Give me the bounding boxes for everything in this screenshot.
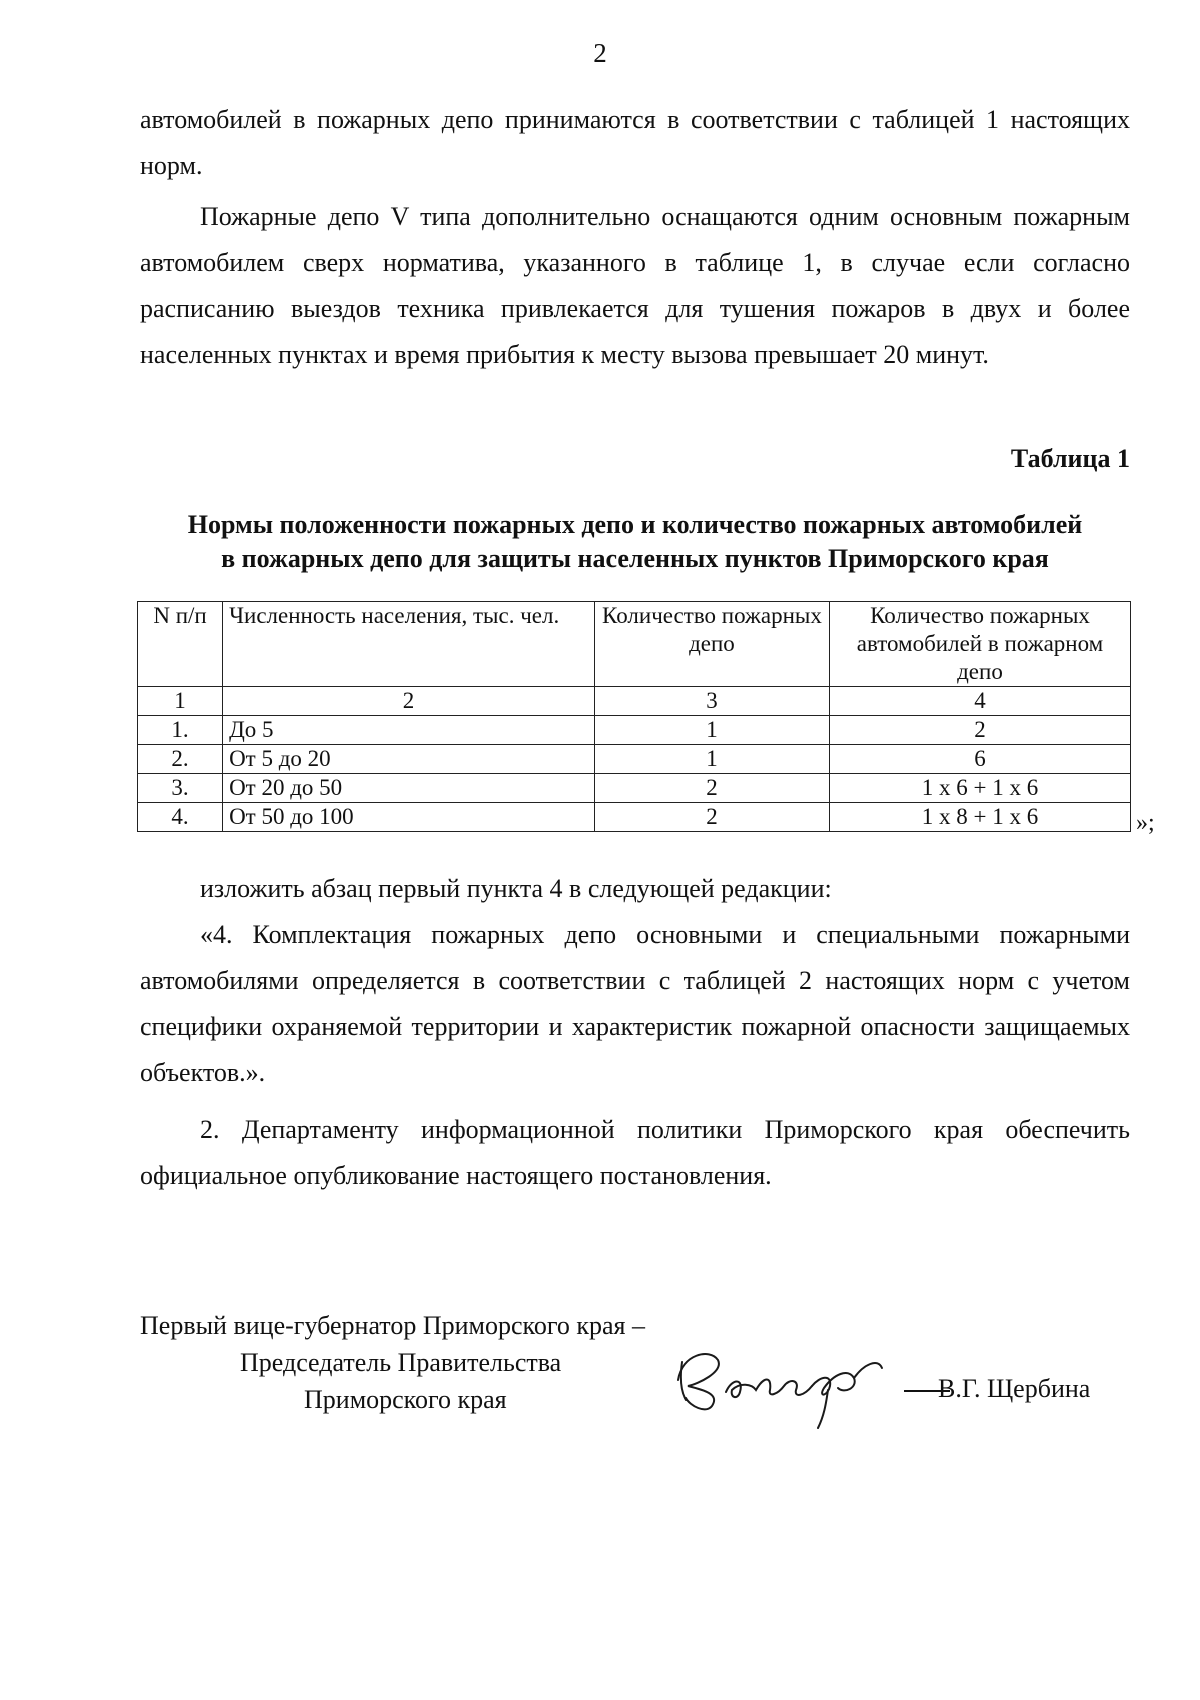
table-row xyxy=(138,745,1131,774)
cell-number: 1. xyxy=(138,716,223,745)
signatory-title-line-2: Председатель Правительства xyxy=(240,1348,562,1377)
cell-depot-count: 2 xyxy=(594,774,829,803)
table-title-line-2: в пожарных депо для защиты населенных пунктов Приморского края xyxy=(221,544,1049,573)
cell-vehicle-count: 1 x 6 + 1 x 6 xyxy=(829,774,1130,803)
column-number: 4 xyxy=(829,687,1130,716)
handwritten-signature xyxy=(668,1328,928,1433)
table-row xyxy=(138,774,1131,803)
column-number: 1 xyxy=(138,687,223,716)
table-title-line-1: Нормы положенности пожарных депо и количество пожарных автомобилей xyxy=(187,510,1083,539)
table-row xyxy=(138,716,1131,745)
cell-depot-count: 1 xyxy=(594,745,829,774)
signature-block xyxy=(140,1307,645,1418)
cell-vehicle-count: 6 xyxy=(829,745,1130,774)
table-label: Таблица 1 xyxy=(1010,444,1130,473)
paragraph-3: изложить абзац первый пункта 4 в следующей редакции: xyxy=(200,874,832,903)
table-title xyxy=(140,508,1130,576)
header-population: Численность населения, тыс. чел. xyxy=(223,602,595,687)
cell-number: 3. xyxy=(138,774,223,803)
cell-number: 4. xyxy=(138,803,223,832)
cell-population: От 50 до 100 xyxy=(223,803,595,832)
signatory-title-line-3: Приморского края xyxy=(304,1385,507,1414)
cell-vehicle-count: 1 x 8 + 1 x 6 xyxy=(829,803,1130,832)
cell-population: От 5 до 20 xyxy=(223,745,595,774)
signatory-title-line-1: Первый вице-губернатор Приморского края – xyxy=(140,1311,645,1340)
paragraph-4: «4. Комплектация пожарных депо основными и специальными пожарными автомобилями определяется в соответствии с таблицей 2 настоящих норм с учетом специфики охраняемой территории и характеристик пожарной опасности защищаемых объектов.». xyxy=(140,920,1130,1087)
paragraph-5: 2. Департаменту информационной политики Приморского края обеспечить официальное опубликование настоящего постановления. xyxy=(140,1115,1130,1190)
page-number: 2 xyxy=(593,38,607,68)
table-column-numbers-row xyxy=(138,687,1131,716)
closing-quote: »; xyxy=(1136,810,1155,836)
cell-depot-count: 2 xyxy=(594,803,829,832)
table-row xyxy=(138,803,1131,832)
header-depot-count: Количество пожарных депо xyxy=(594,602,829,687)
header-vehicle-count: Количество пожарных автомобилей в пожарном депо xyxy=(829,602,1130,687)
paragraph-1: автомобилей в пожарных депо принимаются в соответствии с таблицей 1 настоящих норм. xyxy=(140,105,1130,180)
column-number: 2 xyxy=(223,687,595,716)
norms-table xyxy=(137,601,1131,832)
signer-name: В.Г. Щербина xyxy=(938,1374,1091,1403)
cell-number: 2. xyxy=(138,745,223,774)
paragraph-2: Пожарные депо V типа дополнительно оснащаются одним основным пожарным автомобилем сверх норматива, указанного в таблице 1, в случае если согласно расписанию выездов техника привлекается для тушения пожаров в двух и более населенных пунктах и время прибытия к месту вызова превышает 20 минут. xyxy=(140,202,1130,369)
cell-depot-count: 1 xyxy=(594,716,829,745)
column-number: 3 xyxy=(594,687,829,716)
header-number: N п/п xyxy=(138,602,223,687)
cell-population: От 20 до 50 xyxy=(223,774,595,803)
cell-population: До 5 xyxy=(223,716,595,745)
cell-vehicle-count: 2 xyxy=(829,716,1130,745)
table-header-row xyxy=(138,602,1131,687)
